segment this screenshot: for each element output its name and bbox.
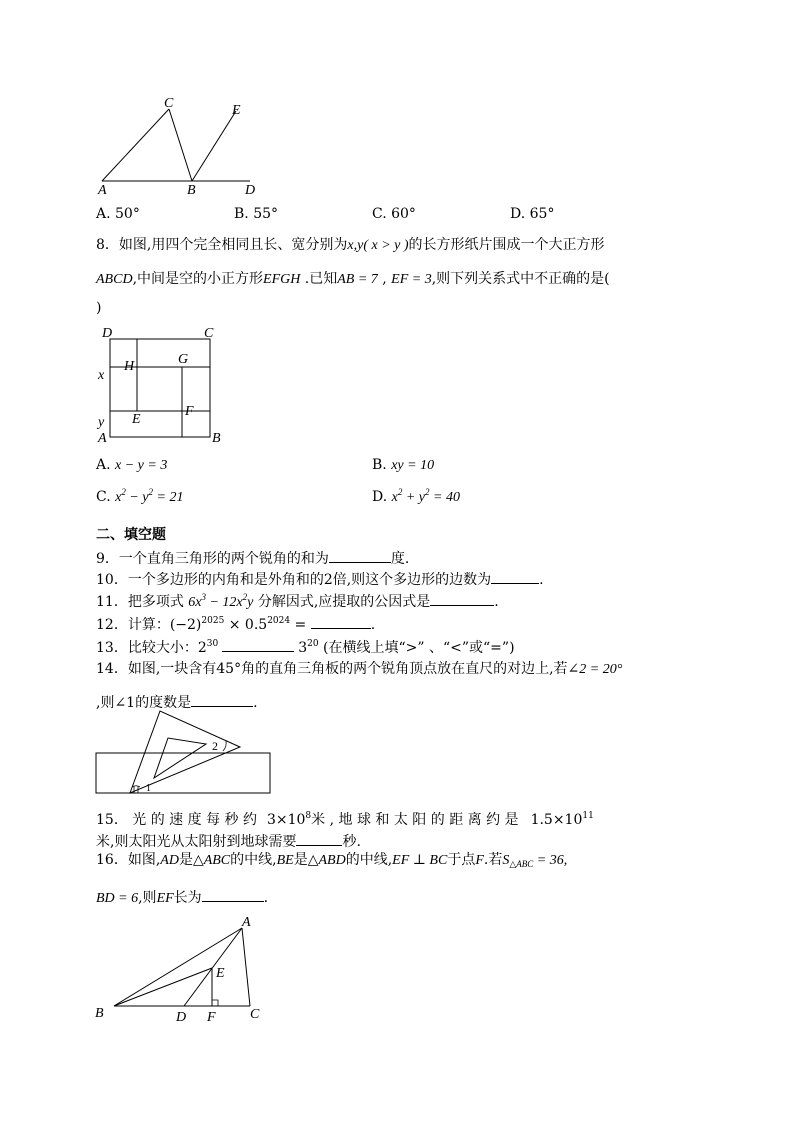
q7-option-c: C. 60° — [372, 206, 416, 222]
q16-t3: 是 — [293, 852, 308, 868]
label-d: D — [176, 1010, 187, 1025]
q15-suffix: 秒. — [342, 834, 361, 850]
q15-text-c: 米,则太阳光从太阳射到地球需要 — [96, 834, 297, 850]
q11 — [96, 591, 499, 612]
q8-line3: ) — [96, 300, 102, 316]
q16-suffix: . — [263, 890, 269, 906]
q8-number: 8． — [96, 237, 119, 253]
q14-answer-blank[interactable] — [191, 692, 253, 707]
label-g: G — [178, 352, 189, 367]
right-angle-mark — [212, 1000, 218, 1006]
q16-ad: AD — [160, 853, 179, 868]
label-1: 1 — [146, 783, 151, 794]
q8-text-a: 如图,用四个完全相同且长、宽分别为 — [118, 237, 348, 253]
option-letter: C. — [96, 489, 116, 505]
q8-sep: , — [377, 271, 392, 287]
line-cb — [169, 109, 192, 181]
q10-answer-blank[interactable] — [491, 569, 539, 584]
q15-distance: $1.5\times 10^{11}$ — [530, 811, 594, 828]
option-expr: $x^2 + y^2 = 40$ — [391, 487, 460, 505]
q16-f: F — [475, 853, 484, 868]
q16-t7: ,则 — [138, 890, 157, 906]
q8-option-c — [96, 488, 183, 507]
label-c: C — [204, 326, 214, 341]
q16-answer-blank[interactable] — [202, 887, 264, 902]
label-b: B — [187, 183, 196, 198]
q12-text: 12．计算： — [96, 617, 170, 633]
q11-text: 11．把多项式 — [96, 594, 189, 610]
q9-suffix: 度. — [390, 551, 410, 567]
q16-line2 — [96, 887, 268, 908]
q15-line1 — [96, 811, 594, 829]
q8-option-b — [372, 456, 434, 475]
line-ac — [242, 928, 250, 1006]
q9 — [96, 548, 409, 568]
figure-q8-squares — [92, 322, 232, 448]
option-expr: x − y = 3 — [115, 458, 168, 473]
q12-answer-blank[interactable] — [311, 614, 371, 629]
q8-vars: x,y — [347, 238, 364, 253]
option-letter: B. — [372, 457, 392, 473]
q16-tri-abd: △ABD — [307, 853, 346, 868]
q10 — [96, 569, 544, 589]
q8-text-d: .已知 — [300, 271, 338, 287]
line-be — [192, 111, 236, 181]
label-x: x — [98, 368, 105, 383]
label-h: H — [124, 359, 135, 374]
label-f: F — [207, 1010, 216, 1025]
q8-text-c: ,中间是空的小正方形 — [132, 271, 264, 287]
q7-option-b: B. 55° — [234, 206, 279, 222]
line-ad — [184, 928, 242, 1006]
q16-t1: 是 — [178, 852, 193, 868]
q8-cond-ef: EF = 3 — [391, 272, 432, 287]
option-letter: D. — [372, 489, 392, 505]
q8-option-d — [372, 488, 460, 507]
angle-2-arc — [223, 741, 226, 751]
q16-t5: 于点 — [447, 852, 476, 868]
label-c: C — [164, 96, 174, 111]
q16-t8: 长为 — [173, 890, 202, 906]
q8-line1 — [96, 236, 605, 255]
line-ac — [102, 109, 169, 181]
label-b: B — [95, 1006, 104, 1021]
q12 — [96, 614, 375, 634]
q16-be: BE — [276, 853, 294, 868]
q9-text: 9．一个直角三角形的两个锐角的和为 — [96, 551, 329, 567]
q14-text: 14．如图,一块含有45°角的直角三角板的两个锐角顶点放在直尺的对边上,若 — [96, 661, 568, 677]
set-square-outer — [130, 711, 240, 793]
label-e: E — [132, 412, 141, 427]
q16-text: 16．如图, — [96, 852, 161, 868]
q13-right: $3^{20}$ — [298, 639, 319, 656]
q16-bd: BD = 6 — [96, 891, 139, 906]
label-a: A — [98, 431, 107, 446]
q12-expression: $(-2)^{2025} \times 0.5^{2024}$ = — [169, 616, 311, 633]
q8-line2 — [96, 270, 610, 289]
q13-hint: (在横线上填“>” 、“<”或“=”) — [318, 640, 515, 656]
angle-1-arc — [132, 786, 140, 787]
q16-t6: .若 — [483, 852, 503, 868]
q16-t4: 的中线, — [345, 852, 393, 868]
q16-area: $S_{\triangle ABC} = 36$, — [502, 853, 568, 869]
figure-q14-ruler-triangle — [92, 708, 276, 796]
label-b: B — [212, 431, 221, 446]
q16-perp: EF ⊥ BC — [392, 853, 448, 868]
line-be — [114, 968, 212, 1006]
label-y: y — [98, 415, 105, 430]
q12-suffix: . — [370, 617, 376, 633]
q14-given: ∠2 = 20° — [567, 662, 623, 677]
q11-expression: $6x^3 - 12x^2y$ — [188, 592, 254, 610]
q8-cond-ab: AB = 7 — [337, 272, 378, 287]
q15-text-b: 米 , 地 球 和 太 阳 的 距 离 约 是 — [311, 812, 519, 828]
label-a: A — [242, 915, 251, 930]
q14-text-b: ,则∠1的度数是 — [96, 695, 192, 711]
q8-option-a — [96, 456, 167, 475]
figure-q7-angles — [90, 90, 270, 200]
q15-speed: $3\times 10^8$ — [266, 811, 312, 828]
label-f: F — [185, 404, 194, 419]
label-e: E — [216, 966, 225, 981]
q8-square-efgh: EFGH — [263, 272, 301, 287]
q9-answer-blank[interactable] — [329, 548, 391, 563]
q13 — [96, 637, 515, 657]
q16-tri-abc: △ABC — [192, 853, 231, 868]
q8-square-abcd: ABCD — [96, 272, 133, 287]
q14-line1 — [96, 660, 622, 679]
q15-line2 — [96, 831, 361, 851]
section-fill-in-title: 二、填空题 — [96, 527, 166, 543]
q10-text: 10．一个多边形的内角和是外角和的2倍,则这个多边形的边数为 — [96, 572, 492, 588]
q16-t2: 的中线, — [230, 852, 277, 868]
q16-line1 — [96, 851, 567, 870]
q7-option-a: A. 50° — [96, 206, 140, 222]
label-d: D — [245, 183, 256, 198]
label-e: E — [232, 103, 241, 118]
q13-left: $2^{30}$ — [197, 639, 219, 656]
q11-answer-blank[interactable] — [430, 591, 494, 606]
q11-text-b: 分解因式,应提取的公因式是 — [253, 594, 431, 610]
q15-text: 15． 光 的 速 度 每 秒 约 — [96, 812, 257, 828]
q10-suffix: . — [539, 572, 544, 588]
outer-square — [110, 339, 210, 437]
q14-suffix: . — [253, 695, 258, 711]
q8-text-b: 的长方形纸片围成一个大正方形 — [408, 237, 605, 253]
label-c: C — [250, 1007, 260, 1022]
label-2: 2 — [212, 739, 218, 753]
q16-ef: EF — [156, 891, 174, 906]
figure-q16-triangle — [90, 912, 280, 1026]
q7-option-d: D. 65° — [510, 206, 555, 222]
q13-answer-blank[interactable] — [222, 637, 294, 652]
option-expr: $x^2 - y^2 = 21$ — [115, 487, 184, 505]
q13-text: 13．比较大小： — [96, 640, 198, 656]
q8-cond: ( x > y ) — [363, 238, 409, 253]
label-d: D — [102, 326, 113, 341]
q11-suffix: . — [494, 594, 499, 610]
q8-text-e: ,则下列关系式中不正确的是( — [431, 271, 610, 287]
option-letter: A. — [96, 457, 116, 473]
option-expr: xy = 10 — [391, 458, 435, 473]
label-a: A — [98, 183, 107, 198]
q15-answer-blank[interactable] — [296, 831, 342, 846]
